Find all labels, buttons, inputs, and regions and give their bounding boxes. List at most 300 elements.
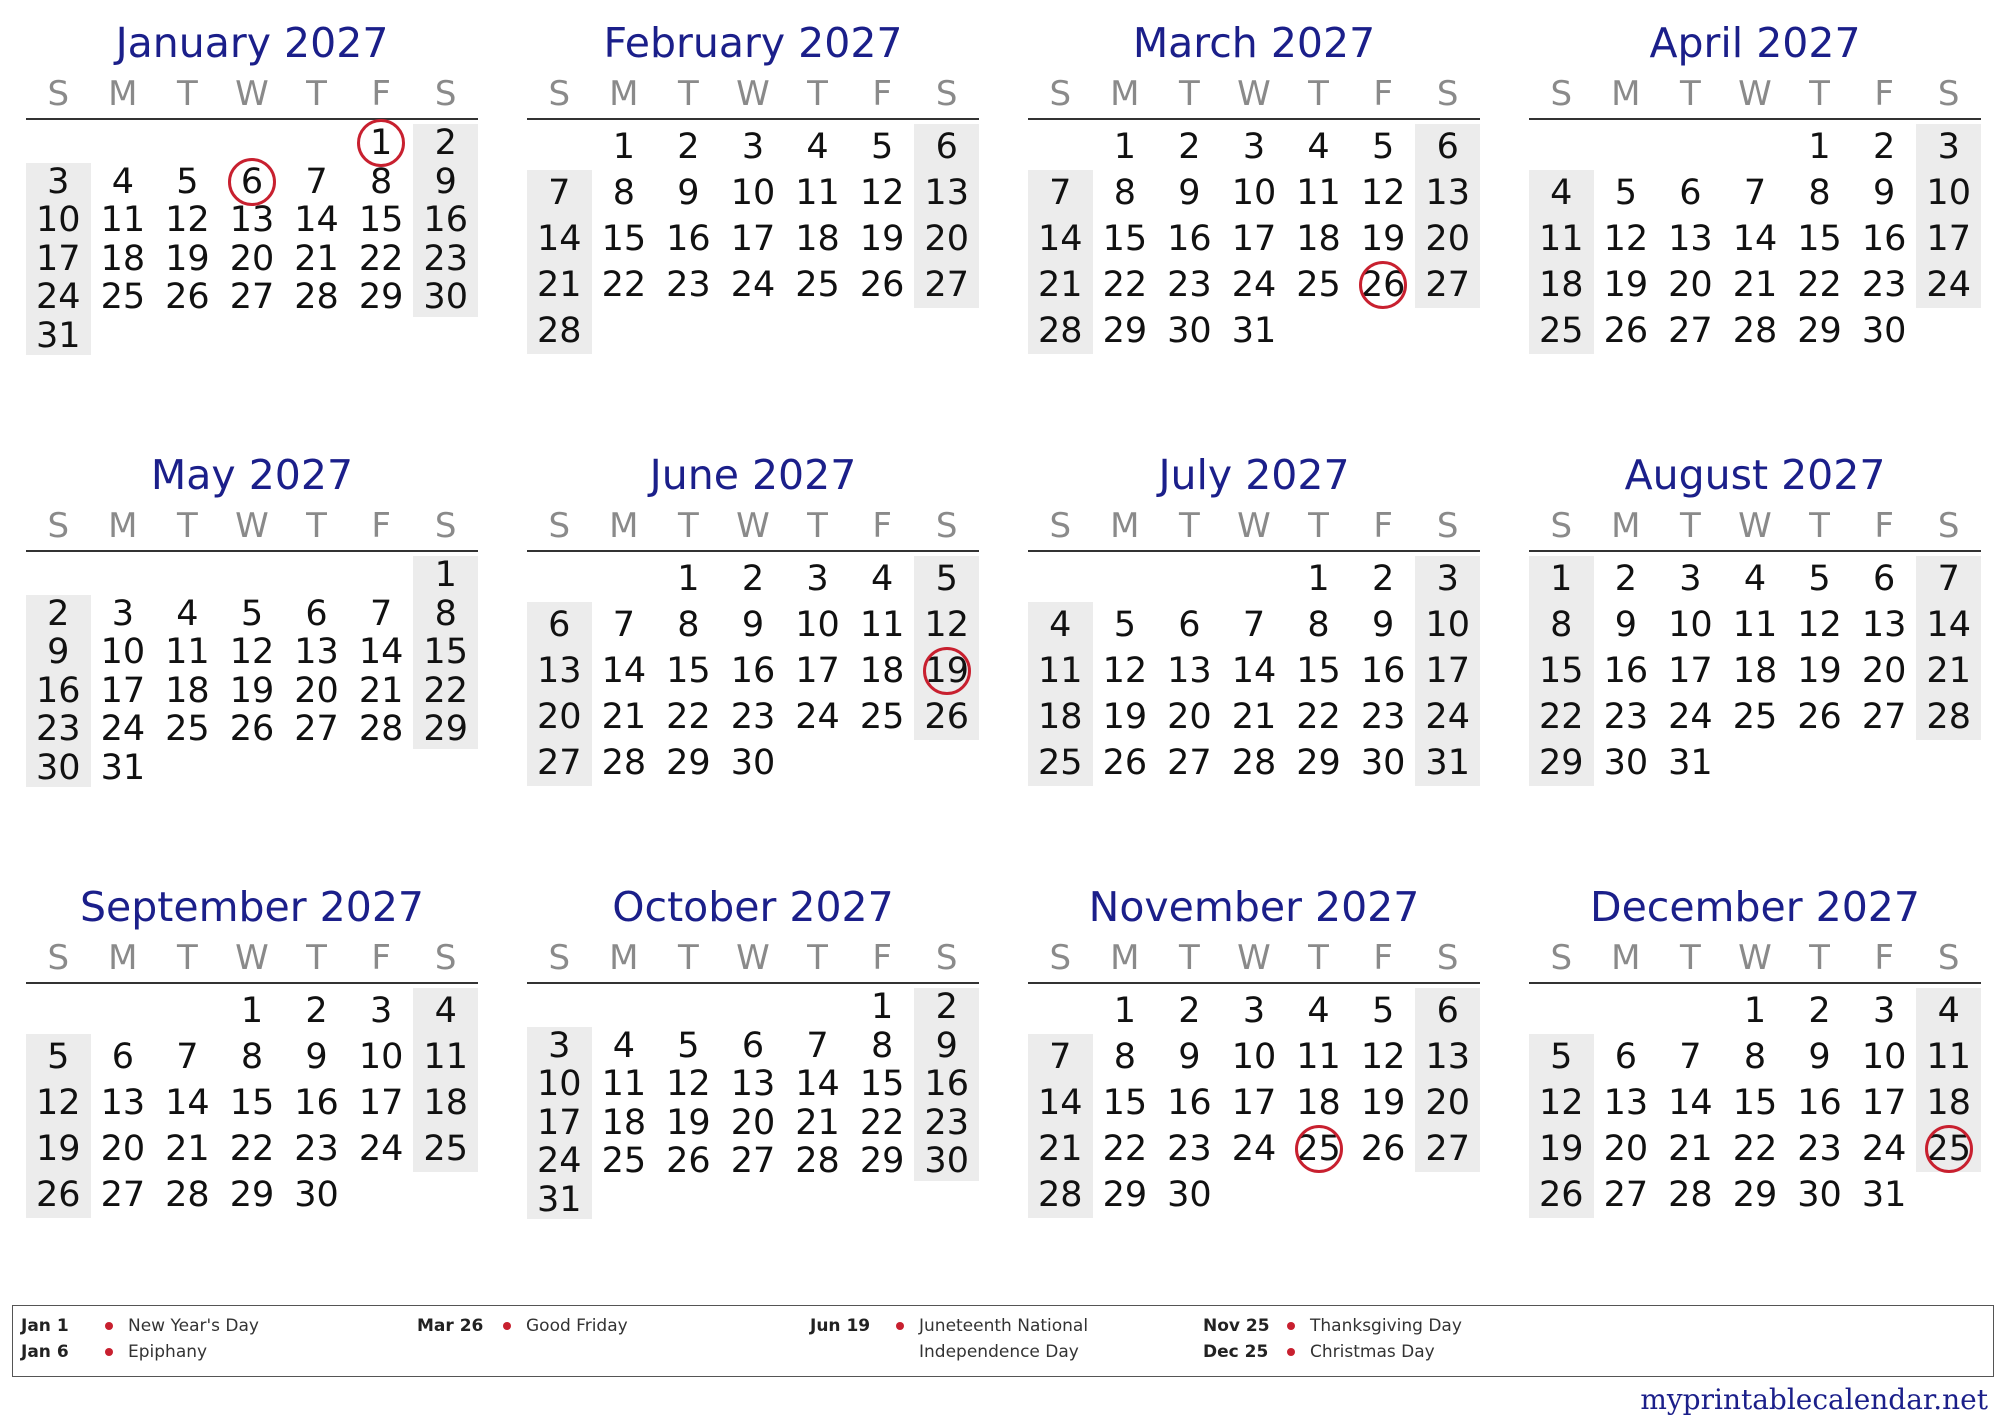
header-divider bbox=[527, 118, 979, 120]
day-cell: 29 bbox=[666, 743, 711, 783]
day-cell: 18 bbox=[1296, 219, 1341, 259]
legend-date: Jan 6 bbox=[21, 1342, 69, 1362]
day-cell: 4 bbox=[1049, 605, 1072, 645]
day-cell: 20 bbox=[924, 219, 969, 259]
day-cell: 8 bbox=[240, 1037, 264, 1077]
weekday-header: S bbox=[548, 938, 571, 978]
day-cell: 25 bbox=[1038, 743, 1083, 783]
header-divider bbox=[527, 550, 979, 552]
day-cell: 3 bbox=[548, 1025, 571, 1066]
weekday-header-row bbox=[527, 938, 979, 978]
weekday-header: T bbox=[807, 74, 828, 114]
weekday-header: F bbox=[1874, 938, 1894, 978]
day-cell: 23 bbox=[1167, 265, 1212, 305]
month-title: December 2027 bbox=[1590, 883, 1920, 931]
day-cell: 17 bbox=[795, 651, 840, 691]
weekday-header: T bbox=[306, 506, 327, 546]
legend-item bbox=[21, 1339, 401, 1365]
weekday-header: M bbox=[609, 938, 639, 978]
day-cell: 6 bbox=[240, 161, 264, 202]
day-cell: 11 bbox=[165, 632, 210, 672]
weekday-header: W bbox=[1237, 938, 1271, 978]
day-cell: 23 bbox=[730, 697, 776, 737]
day-cell: 11 bbox=[423, 1037, 468, 1077]
day-cell: 12 bbox=[859, 173, 905, 213]
day-cell: 30 bbox=[1797, 1175, 1842, 1215]
day-cell: 3 bbox=[111, 593, 134, 634]
day-cell: 17 bbox=[358, 1083, 404, 1123]
day-cell: 15 bbox=[229, 1083, 275, 1123]
legend-name: Thanksgiving Day bbox=[1310, 1316, 1462, 1336]
header-divider bbox=[1028, 982, 1480, 984]
day-cell: 19 bbox=[229, 670, 275, 711]
weekday-header: F bbox=[872, 938, 892, 978]
day-cell: 19 bbox=[1360, 219, 1406, 259]
day-cell: 29 bbox=[1797, 311, 1842, 351]
day-cell: 15 bbox=[358, 200, 404, 240]
day-cell: 5 bbox=[1808, 559, 1831, 599]
day-cell: 11 bbox=[1926, 1037, 1971, 1077]
day-cell: 18 bbox=[423, 1083, 468, 1123]
weekday-header: S bbox=[1550, 938, 1573, 978]
day-cell: 23 bbox=[924, 1102, 969, 1143]
day-cell: 21 bbox=[1038, 1129, 1083, 1169]
legend-name: Good Friday bbox=[526, 1316, 628, 1336]
weekday-header-row bbox=[1529, 938, 1981, 978]
month-title: October 2027 bbox=[612, 883, 894, 931]
day-cell: 15 bbox=[666, 651, 711, 691]
day-cell: 13 bbox=[229, 200, 275, 240]
day-cell: 7 bbox=[1937, 559, 1960, 599]
day-cell: 12 bbox=[1102, 651, 1148, 691]
day-cell: 30 bbox=[1167, 1175, 1212, 1215]
weekday-header: F bbox=[872, 74, 892, 114]
day-cell: 1 bbox=[1743, 991, 1767, 1031]
header-divider bbox=[527, 982, 979, 984]
weekday-header: W bbox=[1237, 506, 1271, 546]
day-cell: 25 bbox=[1732, 697, 1778, 737]
day-cell: 28 bbox=[537, 311, 582, 351]
day-cell: 11 bbox=[1038, 651, 1083, 691]
holiday-dot-icon bbox=[1287, 1322, 1295, 1330]
day-cell: 2 bbox=[1808, 991, 1831, 1031]
month-title: April 2027 bbox=[1649, 19, 1861, 67]
day-cell: 14 bbox=[1038, 1083, 1083, 1123]
day-cell: 13 bbox=[100, 1083, 146, 1123]
day-cell: 12 bbox=[36, 1083, 81, 1123]
day-cell: 11 bbox=[1296, 173, 1341, 213]
weekday-header: S bbox=[1049, 938, 1072, 978]
day-cell: 24 bbox=[1861, 1129, 1907, 1169]
weekday-header: T bbox=[678, 938, 699, 978]
day-cell: 17 bbox=[1668, 651, 1713, 691]
day-cell: 8 bbox=[1113, 1037, 1136, 1077]
day-cell: 26 bbox=[666, 1141, 711, 1181]
day-cell: 26 bbox=[924, 697, 969, 737]
day-cell: 28 bbox=[1038, 311, 1083, 351]
day-cell: 12 bbox=[924, 605, 969, 645]
day-grid bbox=[1028, 556, 1480, 786]
day-cell: 22 bbox=[1539, 697, 1584, 737]
day-cell: 9 bbox=[47, 632, 70, 672]
day-cell: 18 bbox=[1539, 265, 1584, 305]
header-divider bbox=[1028, 550, 1480, 552]
legend-name-line2: Independence Day bbox=[919, 1342, 1079, 1362]
day-cell: 26 bbox=[1102, 743, 1148, 783]
day-cell: 15 bbox=[1732, 1083, 1778, 1123]
day-cell: 5 bbox=[935, 559, 958, 599]
weekday-header: S bbox=[1937, 938, 1960, 978]
day-cell: 1 bbox=[1808, 127, 1831, 167]
day-cell: 29 bbox=[1732, 1175, 1778, 1215]
weekday-header: T bbox=[177, 74, 198, 114]
legend-item bbox=[21, 1313, 401, 1339]
day-cell: 29 bbox=[423, 709, 468, 749]
month-title: November 2027 bbox=[1088, 883, 1420, 931]
day-cell: 4 bbox=[806, 127, 829, 167]
day-cell: 13 bbox=[1861, 605, 1907, 645]
day-cell: 5 bbox=[1614, 173, 1637, 213]
day-cell: 21 bbox=[1038, 265, 1083, 305]
day-cell: 24 bbox=[1231, 265, 1277, 305]
header-divider bbox=[1028, 118, 1480, 120]
day-cell: 26 bbox=[1360, 1129, 1406, 1169]
day-cell: 25 bbox=[795, 265, 840, 305]
day-cell: 8 bbox=[1743, 1037, 1767, 1077]
weekday-header: T bbox=[678, 506, 699, 546]
day-cell: 9 bbox=[677, 173, 700, 213]
day-cell: 14 bbox=[1926, 605, 1971, 645]
day-cell: 28 bbox=[795, 1141, 840, 1181]
day-cell: 1 bbox=[1307, 559, 1330, 599]
day-cell: 14 bbox=[1732, 219, 1778, 259]
day-cell: 17 bbox=[100, 670, 146, 711]
holiday-legend bbox=[12, 1305, 1994, 1377]
weekday-header: S bbox=[434, 506, 457, 546]
day-cell: 10 bbox=[537, 1064, 582, 1104]
weekday-header: T bbox=[1308, 938, 1329, 978]
day-cell: 3 bbox=[806, 559, 829, 599]
day-cell: 9 bbox=[741, 605, 765, 645]
day-cell: 6 bbox=[305, 593, 328, 634]
day-cell: 15 bbox=[601, 219, 647, 259]
day-cell: 7 bbox=[1242, 605, 1266, 645]
day-cell: 2 bbox=[935, 987, 958, 1027]
day-cell: 8 bbox=[612, 173, 635, 213]
weekday-header-row bbox=[527, 506, 979, 546]
day-cell: 20 bbox=[1603, 1129, 1649, 1169]
month-title: January 2027 bbox=[115, 19, 389, 67]
day-cell: 19 bbox=[1603, 265, 1649, 305]
day-cell: 29 bbox=[1296, 743, 1341, 783]
day-cell: 21 bbox=[294, 238, 339, 279]
day-cell: 23 bbox=[666, 265, 711, 305]
day-cell: 31 bbox=[1425, 743, 1470, 783]
day-grid bbox=[26, 124, 478, 355]
day-cell: 26 bbox=[165, 277, 210, 317]
day-cell: 1 bbox=[677, 559, 700, 599]
day-cell: 6 bbox=[1178, 605, 1201, 645]
day-cell: 26 bbox=[229, 709, 275, 749]
day-cell: 21 bbox=[1732, 265, 1778, 305]
day-cell: 24 bbox=[36, 277, 81, 317]
day-cell: 5 bbox=[870, 127, 894, 167]
day-cell: 27 bbox=[1425, 1129, 1470, 1169]
day-cell: 25 bbox=[100, 277, 146, 317]
day-cell: 1 bbox=[240, 991, 264, 1031]
day-cell: 12 bbox=[1360, 1037, 1406, 1077]
day-cell: 23 bbox=[1861, 265, 1907, 305]
day-cell: 9 bbox=[1371, 605, 1395, 645]
day-cell: 19 bbox=[36, 1129, 81, 1169]
day-cell: 4 bbox=[1937, 991, 1960, 1031]
day-cell: 14 bbox=[165, 1083, 210, 1123]
day-cell: 14 bbox=[1038, 219, 1083, 259]
day-cell: 26 bbox=[1539, 1175, 1584, 1215]
day-cell: 20 bbox=[1425, 219, 1470, 259]
day-cell: 30 bbox=[1360, 743, 1406, 783]
day-cell: 5 bbox=[176, 161, 199, 202]
day-cell: 25 bbox=[601, 1141, 647, 1181]
day-cell: 30 bbox=[924, 1141, 969, 1181]
weekday-header-row bbox=[26, 74, 478, 114]
weekday-header: W bbox=[1738, 938, 1772, 978]
day-cell: 4 bbox=[434, 991, 457, 1031]
day-cell: 3 bbox=[1242, 127, 1266, 167]
day-cell: 17 bbox=[537, 1102, 582, 1143]
day-cell: 4 bbox=[870, 559, 894, 599]
day-cell: 14 bbox=[601, 651, 647, 691]
day-cell: 21 bbox=[537, 265, 582, 305]
day-cell: 8 bbox=[1307, 605, 1330, 645]
day-cell: 2 bbox=[1614, 559, 1637, 599]
month-title: March 2027 bbox=[1132, 19, 1376, 67]
day-cell: 12 bbox=[1539, 1083, 1584, 1123]
day-cell: 22 bbox=[666, 697, 711, 737]
day-cell: 21 bbox=[358, 670, 404, 711]
weekday-header: S bbox=[47, 506, 70, 546]
day-cell: 1 bbox=[1550, 559, 1573, 599]
holiday-dot-icon bbox=[896, 1322, 904, 1330]
weekday-header: W bbox=[736, 938, 770, 978]
day-cell: 30 bbox=[730, 743, 776, 783]
day-cell: 11 bbox=[795, 173, 840, 213]
weekday-header: S bbox=[434, 74, 457, 114]
day-cell: 31 bbox=[36, 315, 81, 356]
day-cell: 7 bbox=[806, 1025, 829, 1066]
legend-item bbox=[1203, 1313, 1583, 1339]
day-cell: 2 bbox=[677, 127, 700, 167]
day-cell: 10 bbox=[100, 632, 146, 672]
day-cell: 5 bbox=[240, 593, 264, 634]
day-cell: 6 bbox=[1679, 173, 1702, 213]
weekday-header: W bbox=[736, 506, 770, 546]
weekday-header-row bbox=[1028, 506, 1480, 546]
day-cell: 20 bbox=[537, 697, 582, 737]
holiday-dot-icon bbox=[503, 1322, 511, 1330]
weekday-header: T bbox=[1680, 938, 1701, 978]
day-cell: 2 bbox=[305, 991, 328, 1031]
day-cell: 27 bbox=[1668, 311, 1713, 351]
day-cell: 13 bbox=[537, 651, 582, 691]
day-cell: 5 bbox=[1550, 1037, 1573, 1077]
day-cell: 16 bbox=[294, 1083, 339, 1123]
day-cell: 10 bbox=[1861, 1037, 1907, 1077]
weekday-header: T bbox=[306, 938, 327, 978]
day-cell: 16 bbox=[1360, 651, 1406, 691]
weekday-header: S bbox=[935, 938, 958, 978]
day-cell: 3 bbox=[1436, 559, 1459, 599]
day-cell: 4 bbox=[176, 593, 199, 634]
day-cell: 3 bbox=[1242, 991, 1266, 1031]
day-cell: 27 bbox=[537, 743, 582, 783]
day-cell: 8 bbox=[369, 161, 393, 202]
day-cell: 16 bbox=[36, 670, 81, 711]
day-grid bbox=[527, 988, 979, 1219]
weekday-header: T bbox=[807, 506, 828, 546]
weekday-header: M bbox=[108, 506, 138, 546]
weekday-header: T bbox=[1809, 74, 1830, 114]
day-cell: 21 bbox=[795, 1102, 840, 1143]
weekday-header: W bbox=[1237, 74, 1271, 114]
day-cell: 30 bbox=[294, 1175, 339, 1215]
day-cell: 22 bbox=[601, 265, 647, 305]
day-cell: 16 bbox=[1167, 1083, 1212, 1123]
day-cell: 28 bbox=[1732, 311, 1778, 351]
day-cell: 30 bbox=[423, 277, 468, 317]
weekday-header: S bbox=[434, 938, 457, 978]
day-cell: 30 bbox=[1167, 311, 1212, 351]
day-cell: 7 bbox=[1679, 1037, 1702, 1077]
day-cell: 19 bbox=[924, 651, 969, 691]
day-cell: 3 bbox=[1937, 127, 1960, 167]
day-cell: 31 bbox=[1668, 743, 1713, 783]
weekday-header: S bbox=[1049, 74, 1072, 114]
day-cell: 27 bbox=[1425, 265, 1470, 305]
weekday-header: T bbox=[1179, 506, 1200, 546]
day-cell: 31 bbox=[100, 747, 146, 788]
day-cell: 8 bbox=[677, 605, 700, 645]
day-cell: 13 bbox=[1425, 1037, 1470, 1077]
weekday-header: S bbox=[1937, 506, 1960, 546]
day-cell: 1 bbox=[434, 555, 457, 595]
day-cell: 20 bbox=[730, 1102, 776, 1143]
day-cell: 19 bbox=[1360, 1083, 1406, 1123]
month-title: August 2027 bbox=[1624, 451, 1886, 499]
weekday-header: M bbox=[1110, 506, 1140, 546]
weekday-header-row bbox=[1529, 506, 1981, 546]
day-cell: 9 bbox=[1178, 1037, 1201, 1077]
weekday-header: M bbox=[108, 938, 138, 978]
day-cell: 29 bbox=[358, 277, 404, 317]
day-cell: 30 bbox=[1603, 743, 1649, 783]
month-title: May 2027 bbox=[150, 451, 354, 499]
day-grid bbox=[26, 556, 478, 787]
legend-date: Jan 1 bbox=[21, 1316, 69, 1336]
weekday-header: M bbox=[1611, 506, 1641, 546]
day-cell: 28 bbox=[1668, 1175, 1713, 1215]
weekday-header: T bbox=[1308, 74, 1329, 114]
weekday-header-row bbox=[1028, 74, 1480, 114]
day-cell: 17 bbox=[36, 238, 81, 279]
day-cell: 10 bbox=[1231, 1037, 1277, 1077]
day-cell: 19 bbox=[666, 1102, 711, 1143]
day-cell: 12 bbox=[1603, 219, 1649, 259]
day-cell: 22 bbox=[423, 670, 468, 711]
day-cell: 8 bbox=[870, 1025, 894, 1066]
day-cell: 24 bbox=[358, 1129, 404, 1169]
site-brand-link[interactable]: myprintablecalendar.net bbox=[1640, 1383, 1988, 1416]
day-cell: 22 bbox=[859, 1102, 905, 1143]
day-cell: 28 bbox=[1926, 697, 1971, 737]
day-cell: 4 bbox=[1307, 991, 1330, 1031]
day-cell: 1 bbox=[1113, 127, 1136, 167]
weekday-header: T bbox=[1809, 506, 1830, 546]
day-cell: 16 bbox=[1861, 219, 1907, 259]
day-cell: 16 bbox=[1797, 1083, 1842, 1123]
weekday-header: S bbox=[1436, 74, 1459, 114]
legend-date: Dec 25 bbox=[1203, 1342, 1269, 1362]
day-cell: 18 bbox=[100, 238, 146, 279]
day-cell: 9 bbox=[305, 1037, 328, 1077]
day-cell: 25 bbox=[1296, 1129, 1341, 1169]
day-cell: 1 bbox=[1113, 991, 1136, 1031]
weekday-header: S bbox=[47, 938, 70, 978]
weekday-header: M bbox=[609, 506, 639, 546]
header-divider bbox=[1529, 118, 1981, 120]
legend-item bbox=[1203, 1339, 1583, 1365]
day-cell: 18 bbox=[165, 670, 210, 711]
day-cell: 18 bbox=[795, 219, 840, 259]
legend-item bbox=[810, 1313, 1190, 1365]
day-cell: 17 bbox=[1926, 219, 1971, 259]
day-cell: 27 bbox=[100, 1175, 146, 1215]
day-cell: 24 bbox=[1425, 697, 1470, 737]
day-cell: 8 bbox=[434, 593, 457, 634]
day-cell: 10 bbox=[1231, 173, 1277, 213]
day-cell: 3 bbox=[47, 161, 70, 202]
day-cell: 20 bbox=[1167, 697, 1212, 737]
day-cell: 18 bbox=[1038, 697, 1083, 737]
day-cell: 23 bbox=[1360, 697, 1406, 737]
month-title: June 2027 bbox=[649, 451, 857, 499]
day-cell: 13 bbox=[924, 173, 969, 213]
day-cell: 29 bbox=[229, 1175, 275, 1215]
day-cell: 10 bbox=[730, 173, 776, 213]
day-cell: 29 bbox=[1102, 1175, 1148, 1215]
day-cell: 11 bbox=[100, 200, 146, 240]
weekday-header: F bbox=[371, 938, 391, 978]
day-cell: 16 bbox=[924, 1064, 969, 1104]
day-cell: 6 bbox=[548, 605, 571, 645]
day-cell: 23 bbox=[423, 238, 468, 279]
day-cell: 16 bbox=[1167, 219, 1212, 259]
day-cell: 28 bbox=[1231, 743, 1277, 783]
weekday-header: F bbox=[1373, 506, 1393, 546]
day-cell: 8 bbox=[1808, 173, 1831, 213]
day-cell: 6 bbox=[935, 127, 958, 167]
weekday-header: S bbox=[47, 74, 70, 114]
weekday-header: T bbox=[807, 938, 828, 978]
weekday-header: M bbox=[1110, 938, 1140, 978]
day-cell: 9 bbox=[935, 1025, 958, 1066]
day-cell: 27 bbox=[229, 277, 275, 317]
weekday-header: S bbox=[1049, 506, 1072, 546]
day-cell: 18 bbox=[1732, 651, 1778, 691]
legend-date: Nov 25 bbox=[1203, 1316, 1270, 1336]
day-cell: 18 bbox=[1926, 1083, 1971, 1123]
day-cell: 2 bbox=[1178, 991, 1201, 1031]
